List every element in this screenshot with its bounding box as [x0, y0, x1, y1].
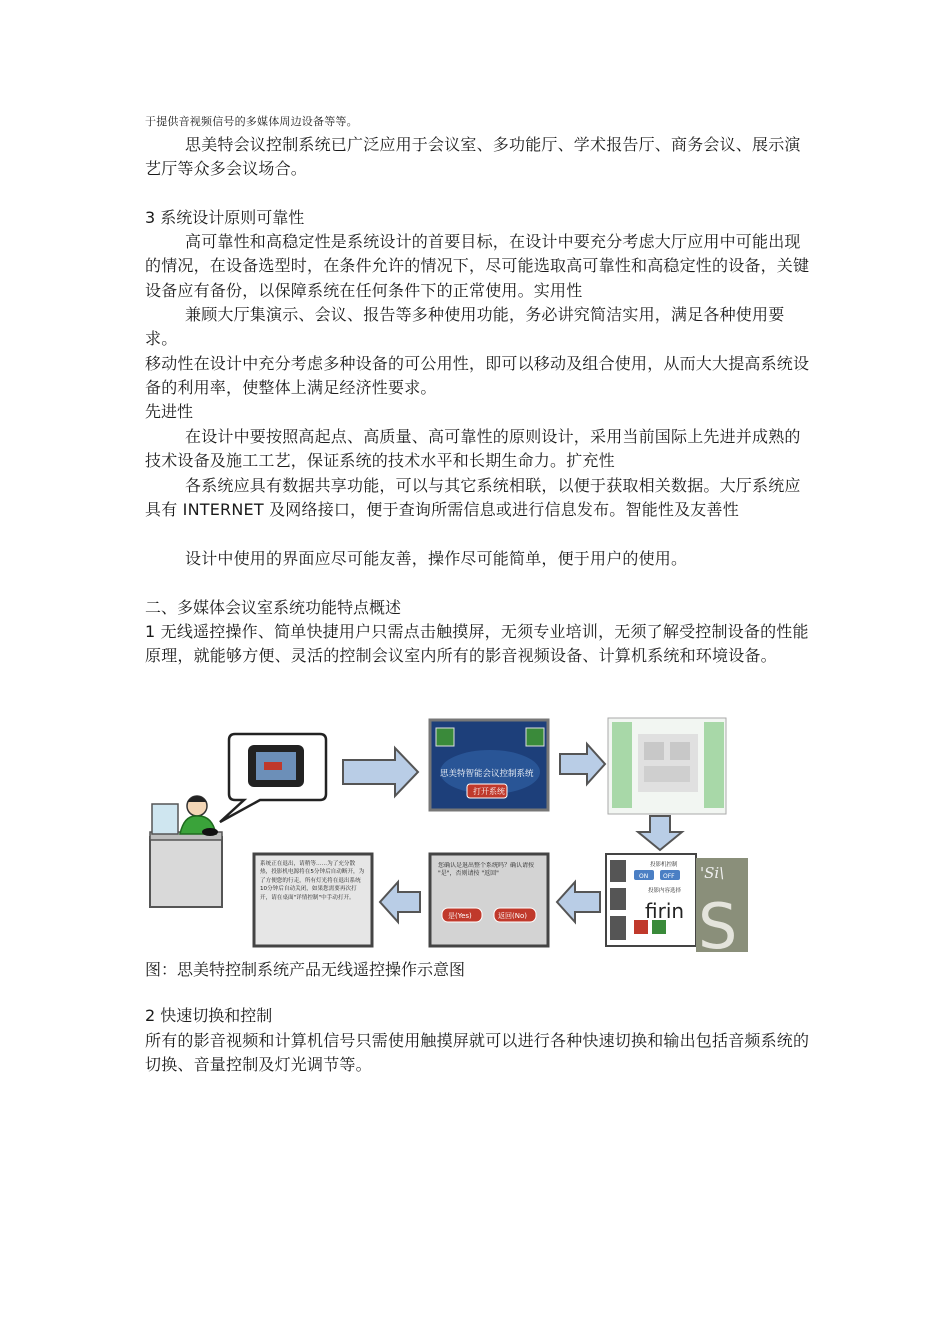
main-menu-thumbnail	[608, 718, 726, 814]
shutdown-text: 系统正在退出，请稍等……为了充分散热，投影机电源将在5分钟后自动断开，为了方便您的行走，所有灯光将在退出系统10分钟后自动关闭，如果您需要再次打开，请在桌面"详情控制"中手动打开。	[260, 861, 365, 901]
watermark-letter: S	[698, 890, 738, 957]
paragraph-practicality: 兼顾大厅集演示、会议、报告等多种使用功能，务必讲究简洁实用，满足各种使用要求。	[145, 305, 785, 349]
paragraph-wireless-control: 1 无线遥控操作、简单快捷用户只需点击触摸屏，无须专业培训，无须了解受控制设备的性能原理，就能够方便、灵活的控制会议室内所有的影音视频设备、计算机系统和环境设备。	[145, 622, 809, 666]
subheading-advanced: 先进性	[145, 402, 194, 421]
watermark-text-firin: firin	[645, 899, 685, 923]
figure-caption: 图：思美特控制系统产品无线遥控操作示意图	[145, 960, 466, 979]
arrow-right-icon	[343, 748, 418, 796]
confirm-text: 您确认是退出整个系统吗？确认请按 "是"，否则请按 "返回"	[438, 862, 535, 877]
arrow-left-icon	[557, 882, 600, 922]
section-heading-fast-switch: 2 快速切换和控制	[145, 1006, 273, 1025]
touch-panel-bubble	[220, 734, 326, 822]
on-label: ON	[639, 873, 649, 880]
off-label: OFF	[663, 873, 675, 880]
panel-title-text: 投影机控制	[650, 862, 678, 868]
paragraph-friendliness: 设计中使用的界面应尽可能友善，操作尽可能简单，便于用户的使用。	[185, 549, 688, 568]
arrow-down-icon	[638, 816, 682, 850]
panel-sub-text: 投影内容选择	[648, 888, 682, 894]
section-heading-features: 二、多媒体会议室系统功能特点概述	[145, 598, 402, 617]
wireless-control-diagram	[140, 712, 750, 957]
watermark-text-small: 'Si\	[700, 864, 725, 882]
paragraph-applications: 思美特会议控制系统已广泛应用于会议室、多功能厅、学术报告厅、商务会议、展示演艺厅等众多会议场合。	[145, 135, 801, 179]
shutdown-message-thumbnail	[254, 854, 372, 946]
section-heading-design-principles: 3 系统设计原则可靠性	[145, 208, 305, 227]
start-screen-thumbnail	[430, 720, 548, 810]
user-at-desk-illustration	[150, 796, 222, 907]
paragraph-mobility: 移动性在设计中充分考虑多种设备的可公用性，即可以移动及组合使用，从而大大提高系统设备的利用率，使整体上满足经济性要求。	[145, 354, 810, 398]
paragraph-advanced: 在设计中要按照高起点、高质量、高可靠性的原则设计，采用当前国际上先进并成熟的技术设备及施工工艺，保证系统的技术水平和长期生命力。扩充性	[145, 427, 801, 471]
open-system-button: 打开系统	[473, 787, 505, 796]
paragraph-reliability: 高可靠性和高稳定性是系统设计的首要目标，在设计中要充分考虑大厅应用中可能出现的情况，在设备选型时，在条件允许的情况下，尽可能选取高可靠性和高稳定性的设备，关键设备应有备份，以保障系统在任何条件下的正常使用。实用性	[145, 232, 810, 300]
arrow-left-icon	[380, 882, 420, 922]
paragraph-expandability: 各系统应具有数据共享功能，可以与其它系统相联，以便于获取相关数据。大厅系统应具有 INTERNET 及网络接口，便于查询所需信息或进行信息发布。智能性及友善性	[145, 476, 801, 520]
no-button: 返回(No)	[498, 912, 527, 920]
paragraph-fast-switch: 所有的影音视频和计算机信号只需使用触摸屏就可以进行各种快速切换和输出包括音频系统的切换、音量控制及灯光调节等。	[145, 1031, 810, 1075]
exit-confirm-thumbnail	[430, 854, 548, 946]
yes-button: 是(Yes)	[448, 912, 472, 920]
paragraph-continuation: 于提供音视频信号的多媒体周边设备等等。	[145, 115, 358, 128]
arrow-right-icon	[560, 744, 605, 784]
screen-title-text: 思美特智能会议控制系统	[440, 769, 534, 779]
